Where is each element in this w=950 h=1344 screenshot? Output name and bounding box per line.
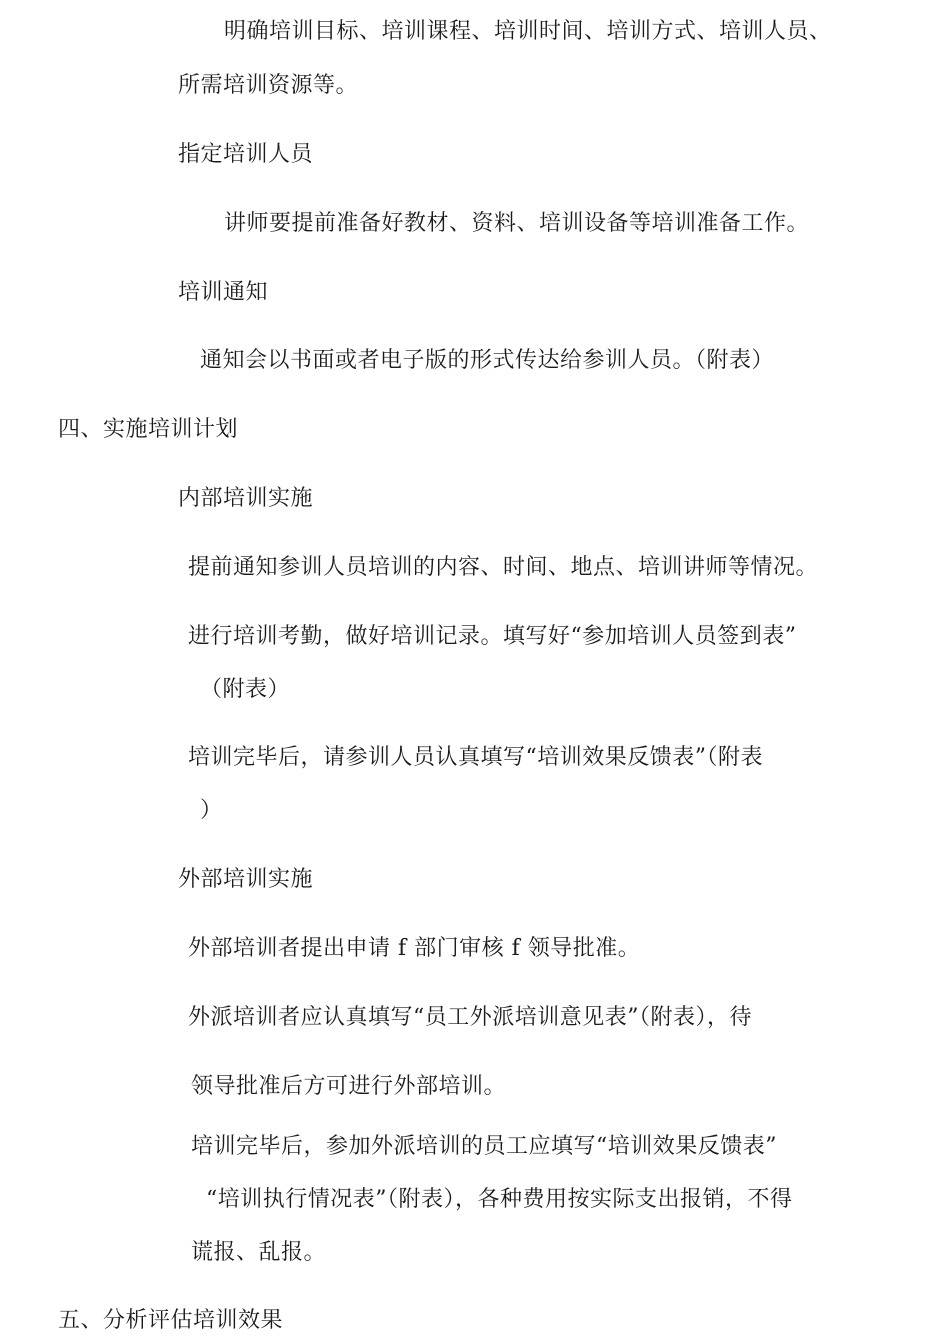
subheading-line: 外部培训实施 [178,867,314,892]
paragraph-line: 通知会以书面或者电子版的形式传达给参训人员。（附表） [200,348,775,373]
subheading-line: 培训通知 [178,280,269,305]
paragraph-line: 谎报、乱报。 [191,1240,327,1265]
paragraph-line: 外派培训者应认真填写“员工外派培训意见表”（附表），待 [188,1005,752,1030]
paragraph-line: “培训执行情况表”（附表），各种费用按实际支出报销，不得 [206,1187,793,1212]
section-heading: 四、实施培训计划 [58,417,239,442]
paragraph-line: 进行培训考勤，做好培训记录。填写好“参加培训人员签到表” [188,624,797,649]
subheading-line: 指定培训人员 [178,142,314,167]
paragraph-line: 外部培训者提出申请 f 部门审核 f 领导批准。 [188,936,641,961]
paragraph-line: 培训完毕后，请参训人员认真填写“培训效果反馈表”（附表 [188,745,763,770]
paragraph-line: 明确培训目标、培训课程、培训时间、培训方式、培训人员、 [224,19,832,44]
paragraph-line: 提前通知参训人员培训的内容、时间、地点、培训讲师等情况。 [188,555,819,580]
paragraph-line: （附表） [200,677,291,702]
paragraph-line: 所需培训资源等。 [178,73,359,98]
paragraph-line: 领导批准后方可进行外部培训。 [191,1074,507,1099]
subheading-line: 内部培训实施 [178,486,314,511]
paragraph-line: ） [200,798,223,823]
paragraph-line: 讲师要提前准备好教材、资料、培训设备等培训准备工作。 [224,211,810,236]
section-heading: 五、分析评估培训效果 [58,1308,284,1333]
paragraph-line: 培训完毕后，参加外派培训的员工应填写“培训效果反馈表” [191,1134,777,1159]
